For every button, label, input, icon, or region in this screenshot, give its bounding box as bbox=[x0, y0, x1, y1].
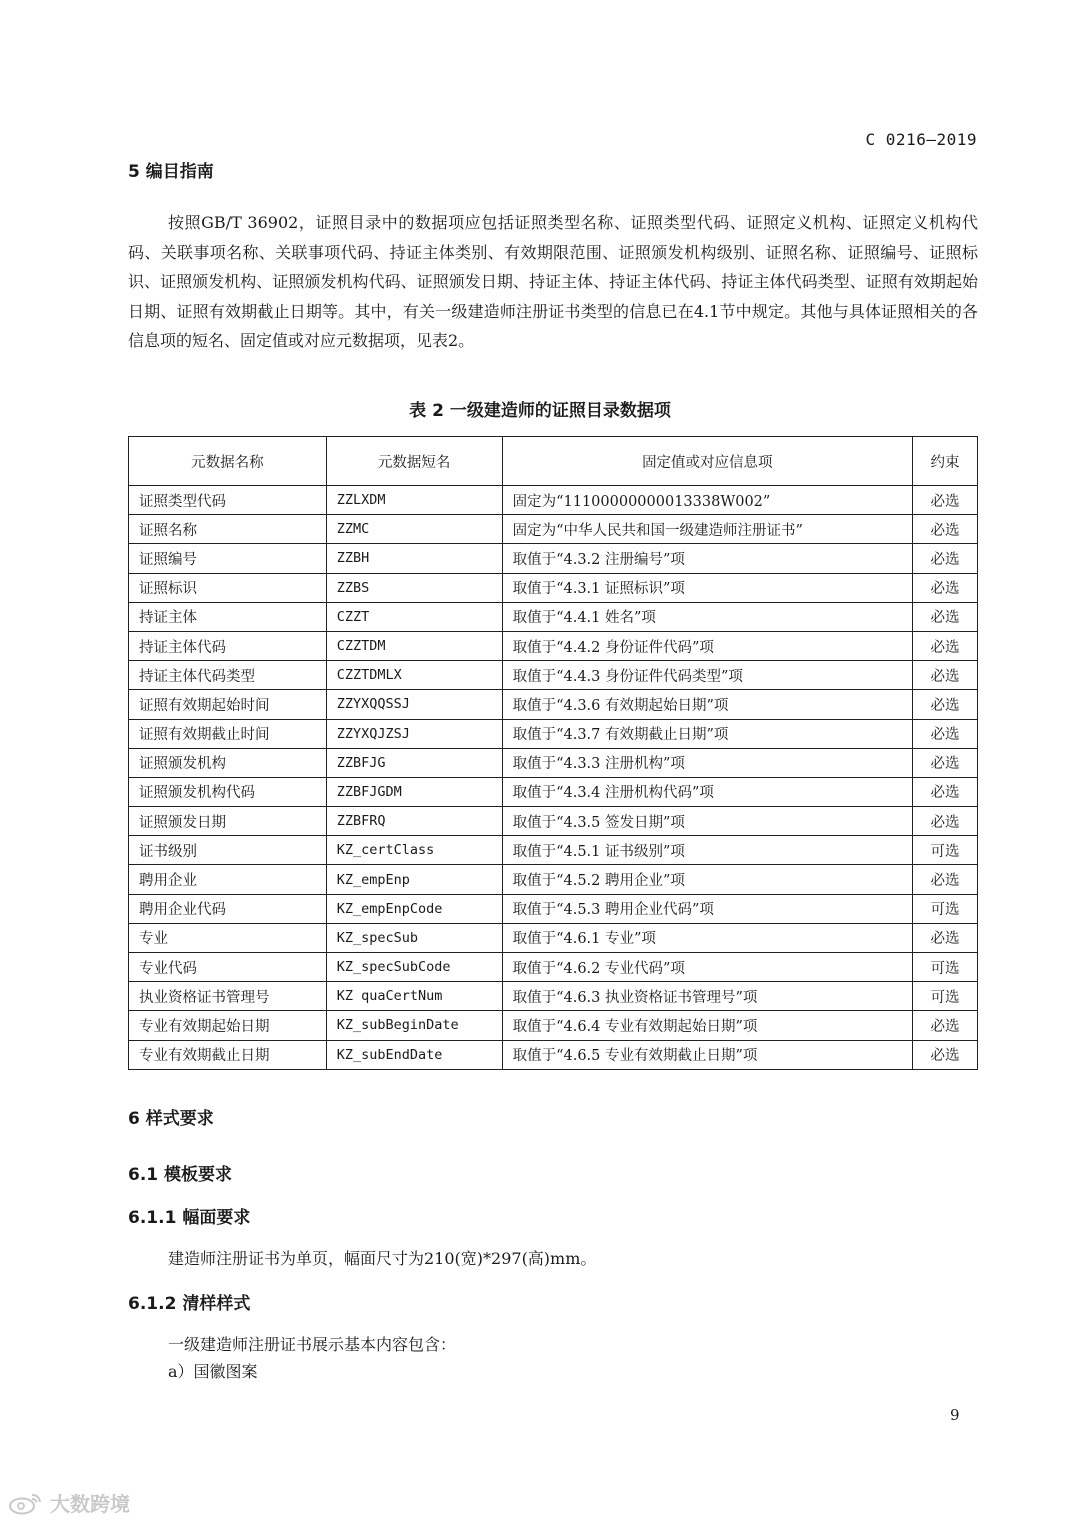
cell-metadata-name: 证照名称 bbox=[129, 515, 327, 544]
table-row bbox=[129, 1011, 978, 1040]
section-6-heading: 6 样式要求 bbox=[128, 1109, 214, 1129]
cell-fixed-value: 取值于“4.3.5 签发日期”项 bbox=[502, 807, 912, 836]
section-6-1-2-text: 一级建造师注册证书展示基本内容包含： bbox=[168, 1335, 457, 1354]
cell-fixed-value: 取值于“4.3.6 有效期起始日期”项 bbox=[502, 690, 912, 719]
cell-short-name: KZ quaCertNum bbox=[326, 982, 502, 1011]
cell-constraint: 必选 bbox=[913, 690, 978, 719]
table-row bbox=[129, 631, 978, 660]
cell-fixed-value: 取值于“4.5.3 聘用企业代码”项 bbox=[502, 894, 912, 923]
cell-constraint: 可选 bbox=[913, 836, 978, 865]
cell-short-name: ZZYXQJZSJ bbox=[326, 719, 502, 748]
section-6-1-1-heading: 6.1.1 幅面要求 bbox=[128, 1208, 251, 1228]
table-caption: 表 2 一级建造师的证照目录数据项 bbox=[409, 401, 671, 421]
cell-fixed-value: 固定为“11100000000013338W002” bbox=[502, 486, 912, 515]
cell-fixed-value: 取值于“4.5.1 证书级别”项 bbox=[502, 836, 912, 865]
cell-short-name: KZ_empEnp bbox=[326, 865, 502, 894]
cell-short-name: KZ_specSub bbox=[326, 923, 502, 952]
cell-constraint: 必选 bbox=[913, 515, 978, 544]
cell-metadata-name: 持证主体 bbox=[129, 602, 327, 631]
table-row bbox=[129, 894, 978, 923]
cell-fixed-value: 取值于“4.3.4 注册机构代码”项 bbox=[502, 777, 912, 806]
cell-constraint: 必选 bbox=[913, 486, 978, 515]
cell-constraint: 必选 bbox=[913, 631, 978, 660]
cell-short-name: ZZBH bbox=[326, 544, 502, 573]
cell-metadata-name: 证照颁发机构 bbox=[129, 748, 327, 777]
cell-short-name: KZ_subBeginDate bbox=[326, 1011, 502, 1040]
cell-metadata-name: 证照有效期起始时间 bbox=[129, 690, 327, 719]
metadata-table bbox=[128, 436, 978, 1070]
cell-constraint: 可选 bbox=[913, 894, 978, 923]
cell-constraint: 必选 bbox=[913, 1040, 978, 1069]
section-6-1-heading: 6.1 模板要求 bbox=[128, 1165, 233, 1185]
cell-constraint: 必选 bbox=[913, 777, 978, 806]
cell-constraint: 必选 bbox=[913, 573, 978, 602]
weibo-logo-icon bbox=[8, 1491, 44, 1515]
table-row bbox=[129, 515, 978, 544]
document-code: C 0216—2019 bbox=[865, 130, 977, 149]
cell-short-name: ZZYXQQSSJ bbox=[326, 690, 502, 719]
cell-fixed-value: 取值于“4.6.5 专业有效期截止日期”项 bbox=[502, 1040, 912, 1069]
cell-metadata-name: 持证主体代码类型 bbox=[129, 661, 327, 690]
cell-fixed-value: 取值于“4.3.1 证照标识”项 bbox=[502, 573, 912, 602]
cell-constraint: 必选 bbox=[913, 807, 978, 836]
table-row bbox=[129, 748, 978, 777]
table-row bbox=[129, 602, 978, 631]
table-row bbox=[129, 982, 978, 1011]
table-row bbox=[129, 1040, 978, 1069]
table-row bbox=[129, 865, 978, 894]
cell-fixed-value: 取值于“4.6.1 专业”项 bbox=[502, 923, 912, 952]
cell-constraint: 可选 bbox=[913, 982, 978, 1011]
cell-fixed-value: 取值于“4.4.3 身份证件代码类型”项 bbox=[502, 661, 912, 690]
cell-fixed-value: 取值于“4.5.2 聘用企业”项 bbox=[502, 865, 912, 894]
cell-metadata-name: 专业有效期截止日期 bbox=[129, 1040, 327, 1069]
table-row bbox=[129, 573, 978, 602]
cell-short-name: KZ_subEndDate bbox=[326, 1040, 502, 1069]
table-body bbox=[129, 486, 978, 1070]
cell-constraint: 必选 bbox=[913, 719, 978, 748]
cell-constraint: 必选 bbox=[913, 865, 978, 894]
cell-short-name: ZZBFJGDM bbox=[326, 777, 502, 806]
list-item-a: a）国徽图案 bbox=[168, 1362, 258, 1381]
section-6-1-1-text: 建造师注册证书为单页，幅面尺寸为210(宽)*297(高)mm。 bbox=[168, 1249, 597, 1268]
section-5-paragraph: 按照GB/T 36902，证照目录中的数据项应包括证照类型名称、证照类型代码、证照定义机构、证照定义机构代码、关联事项名称、关联事项代码、持证主体类别、有效期限范围、证照颁发机构级别、证照名称、证照编号、证照标识、证照颁发机构、证照颁发机构代码、证照颁发日期、持证主体、持证主体代码、持证主体代码类型、证照有效期起始日期、证照有效期截止日期等。其中，有关一级建造师注册证书类型的信息已在4.1节中规定。其他与具体证照相关的各信息项的短名、固定值或对应元数据项，见表2。 bbox=[128, 213, 978, 350]
cell-constraint: 必选 bbox=[913, 661, 978, 690]
cell-short-name: CZZTDMLX bbox=[326, 661, 502, 690]
table-row bbox=[129, 661, 978, 690]
watermark bbox=[8, 1488, 130, 1517]
cell-constraint: 必选 bbox=[913, 602, 978, 631]
cell-metadata-name: 证照编号 bbox=[129, 544, 327, 573]
table-row bbox=[129, 836, 978, 865]
table-row bbox=[129, 719, 978, 748]
page-number: 9 bbox=[950, 1406, 960, 1424]
cell-fixed-value: 取值于“4.6.3 执业资格证书管理号”项 bbox=[502, 982, 912, 1011]
cell-fixed-value: 取值于“4.6.4 专业有效期起始日期”项 bbox=[502, 1011, 912, 1040]
cell-constraint: 必选 bbox=[913, 923, 978, 952]
table-row bbox=[129, 953, 978, 982]
cell-metadata-name: 专业代码 bbox=[129, 953, 327, 982]
cell-short-name: ZZBFJG bbox=[326, 748, 502, 777]
cell-constraint: 必选 bbox=[913, 544, 978, 573]
cell-short-name: CZZTDM bbox=[326, 631, 502, 660]
cell-metadata-name: 证照标识 bbox=[129, 573, 327, 602]
cell-constraint: 必选 bbox=[913, 748, 978, 777]
cell-metadata-name: 证照类型代码 bbox=[129, 486, 327, 515]
table-header-row bbox=[129, 437, 978, 486]
cell-constraint: 可选 bbox=[913, 953, 978, 982]
watermark-text: 大数跨境 bbox=[50, 1492, 130, 1516]
cell-fixed-value: 取值于“4.4.2 身份证件代码”项 bbox=[502, 631, 912, 660]
cell-fixed-value: 固定为“中华人民共和国一级建造师注册证书” bbox=[502, 515, 912, 544]
table-row bbox=[129, 486, 978, 515]
table-row bbox=[129, 807, 978, 836]
cell-metadata-name: 证书级别 bbox=[129, 836, 327, 865]
table-row bbox=[129, 690, 978, 719]
table-row bbox=[129, 777, 978, 806]
cell-short-name: ZZLXDM bbox=[326, 486, 502, 515]
cell-metadata-name: 执业资格证书管理号 bbox=[129, 982, 327, 1011]
table-row bbox=[129, 923, 978, 952]
cell-short-name: CZZT bbox=[326, 602, 502, 631]
cell-short-name: ZZBS bbox=[326, 573, 502, 602]
cell-short-name: KZ_specSubCode bbox=[326, 953, 502, 982]
cell-fixed-value: 取值于“4.6.2 专业代码”项 bbox=[502, 953, 912, 982]
header-cell: 元数据名称 bbox=[129, 437, 327, 486]
section-5-heading: 5 编目指南 bbox=[128, 162, 214, 182]
cell-fixed-value: 取值于“4.3.7 有效期截止日期”项 bbox=[502, 719, 912, 748]
cell-fixed-value: 取值于“4.3.2 注册编号”项 bbox=[502, 544, 912, 573]
header-cell: 元数据短名 bbox=[326, 437, 502, 486]
cell-fixed-value: 取值于“4.4.1 姓名”项 bbox=[502, 602, 912, 631]
cell-constraint: 必选 bbox=[913, 1011, 978, 1040]
cell-metadata-name: 专业 bbox=[129, 923, 327, 952]
cell-metadata-name: 证照颁发日期 bbox=[129, 807, 327, 836]
cell-short-name: KZ_certClass bbox=[326, 836, 502, 865]
cell-short-name: ZZBFRQ bbox=[326, 807, 502, 836]
cell-metadata-name: 持证主体代码 bbox=[129, 631, 327, 660]
cell-metadata-name: 证照颁发机构代码 bbox=[129, 777, 327, 806]
cell-metadata-name: 聘用企业 bbox=[129, 865, 327, 894]
cell-metadata-name: 专业有效期起始日期 bbox=[129, 1011, 327, 1040]
cell-short-name: ZZMC bbox=[326, 515, 502, 544]
table-row bbox=[129, 544, 978, 573]
header-cell: 约束 bbox=[913, 437, 978, 486]
cell-short-name: KZ_empEnpCode bbox=[326, 894, 502, 923]
cell-metadata-name: 聘用企业代码 bbox=[129, 894, 327, 923]
header-cell: 固定值或对应信息项 bbox=[502, 437, 912, 486]
cell-metadata-name: 证照有效期截止时间 bbox=[129, 719, 327, 748]
cell-fixed-value: 取值于“4.3.3 注册机构”项 bbox=[502, 748, 912, 777]
section-6-1-2-heading: 6.1.2 清样样式 bbox=[128, 1294, 251, 1314]
